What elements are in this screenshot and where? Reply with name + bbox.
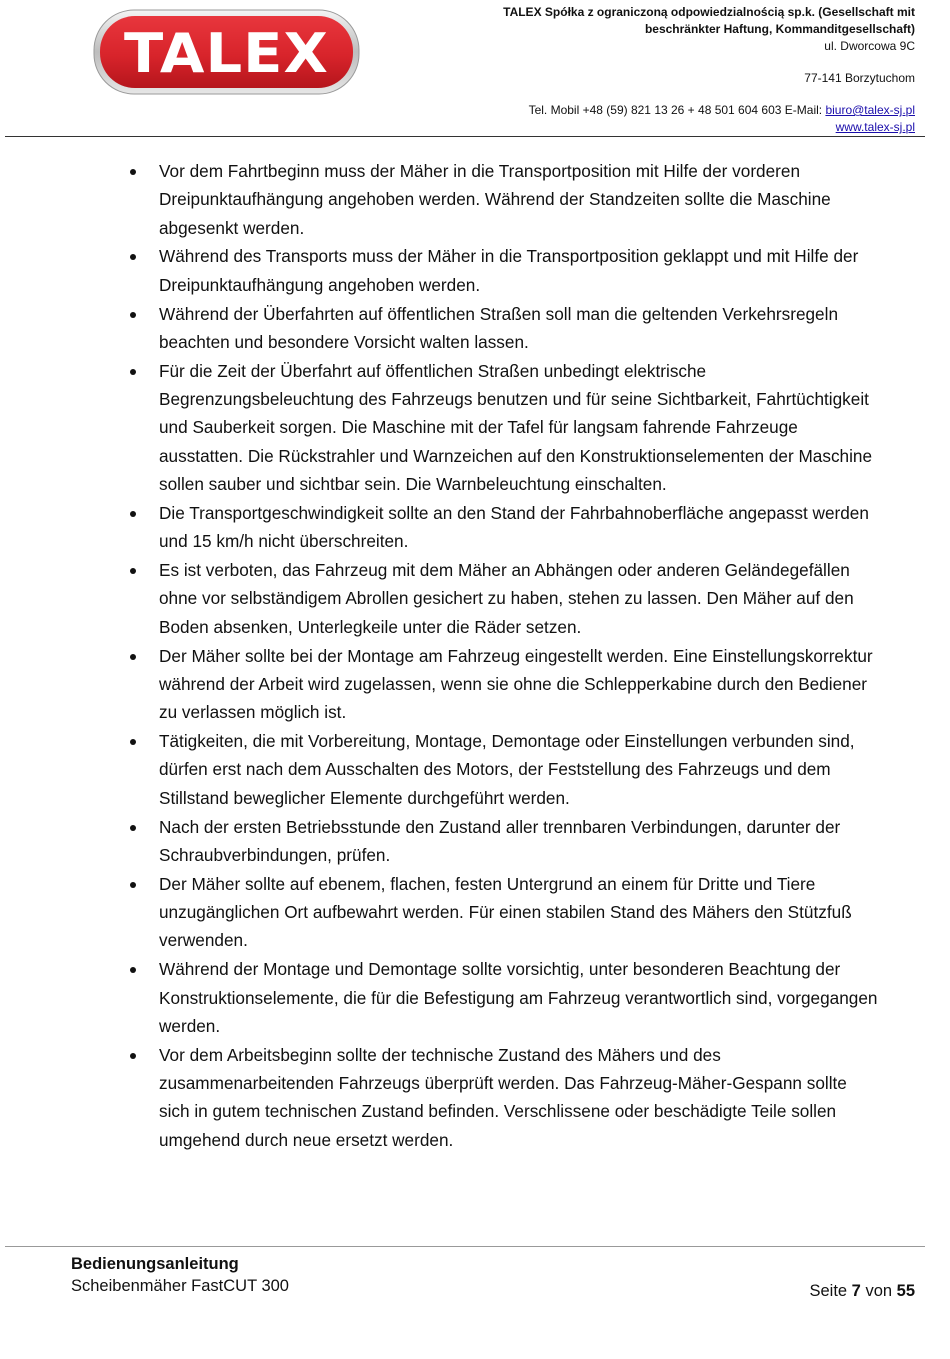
list-item-text: Vor dem Arbeitsbeginn sollte der technische Zustand des Mähers und des zusammenarbeitenden Fahrzeugs überprüft werden. Das Fahrzeug-Mäher-Gespann sollte sich in gutem technischen Zustand befinden. Verschlissene oder beschädigte Teile sollen umgehend durch neue ersetzt werden. [159,1044,847,1150]
list-item-text: Die Transportgeschwindigkeit sollte an den Stand der Fahrbahnoberfläche angepasst werden und 15 km/h nicht überschreiten. [159,502,869,552]
list-item-text: Während der Überfahrten auf öffentlichen Straßen soll man die geltenden Verkehrsregeln beachten und besondere Vorsicht walten lassen. [159,303,838,352]
page-middle: von [860,1282,897,1300]
company-info [395,4,915,136]
bullet-icon [130,825,136,831]
footer-product-name: Scheibenmäher FastCUT 300 [71,1277,289,1295]
bullet-icon [130,254,136,260]
talex-logo [93,9,360,95]
company-name-line1: TALEX Spółka z ograniczoną odpowiedzialnością sp.k. (Gesellschaft mit [503,5,915,19]
list-item-text: Während des Transports muss der Mäher in die Transportposition geklappt und mit Hilfe der Dreipunktaufhängung angehoben werden. [159,246,859,295]
list-item-text: Während der Montage und Demontage sollte vorsichtig, unter besonderen Beachtung der Konstruktionselemente, die für die Befestigung am Fahrzeug verantwortlich sind, vorgegangen werden. [159,959,878,1036]
list-item-text: Vor dem Fahrtbeginn muss der Mäher in die Transportposition mit Hilfe der vorderen Dreipunktaufhängung angehoben werden. Während der Standzeiten sollte die Maschine abgesenkt werden. [159,161,831,238]
list-item [0,499,950,556]
list-item [0,955,950,1040]
list-item-text: Der Mäher sollte auf ebenem, flachen, festen Untergrund an einem für Dritte und Tiere unzugänglichen Ort aufbewahrt werden. Für einen stabilen Stand des Mähers den Stützfuß verwenden. [159,873,852,951]
bullet-icon [130,511,136,517]
website-link[interactable]: www.talex-sj.pl [835,120,915,134]
list-item [0,157,950,242]
list-item-text: Nach der ersten Betriebsstunde den Zustand aller trennbaren Verbindungen, darunter der Schraubverbindungen, prüfen. [159,816,841,865]
list-item [0,300,950,357]
bullet-icon [130,1053,136,1059]
company-city: 77-141 Borzytuchom [804,71,915,85]
contact-phone-text: Tel. Mobil +48 (59) 821 13 26 + 48 501 604 603 E-Mail: [528,103,826,117]
list-item [0,357,950,498]
list-item [0,727,950,812]
email-link[interactable]: biuro@talex-sj.pl [825,103,915,117]
header-divider [5,136,925,137]
bullet-icon [130,369,136,375]
bullet-icon [130,882,136,888]
logo-text: TALEX [124,22,329,85]
bullet-icon [130,312,136,318]
list-item-text: Es ist verboten, das Fahrzeug mit dem Mäher an Abhängen oder anderen Geländegefällen ohne vor selbständigem Abrollen gesichert zu haben, stehen zu lassen. Den Mäher auf den Boden absenken, Unterlegkeile unter die Räder setzen. [159,560,854,637]
company-street: ul. Dworcowa 9C [824,39,915,53]
page-total: 55 [896,1282,915,1300]
footer-document-title: Bedienungsanleitung [71,1255,239,1273]
bullet-icon [130,169,136,175]
list-item [0,642,950,727]
list-item-text: Für die Zeit der Überfahrt auf öffentlichen Straßen unbedingt elektrische Begrenzungsbeleuchtung des Fahrzeugs benutzen und für seine Sichtbarkeit, Fahrtüchtigkeit und Sauberkeit sorgen. Die Maschine mit der Tafel für langsam fahrende Fahrzeuge ausstatten. Die Rückstrahler und Warnzeichen auf den Konstruktionselementen der Maschine sollen sauber und sichtbar sein. Die Warnbeleuchtung einschalten. [159,360,873,495]
page-number [809,1280,915,1302]
company-name-line2: beschränkter Haftung, Kommanditgesellschaft) [644,22,915,36]
company-website-line [395,119,915,136]
list-item-text: Der Mäher sollte bei der Montage am Fahrzeug eingestellt werden. Eine Einstellungskorrektur während der Arbeit wird zugelassen, wenn sie ohne die Schlepperkabine durch den Bediener zu verlassen möglich ist. [159,645,873,723]
bullet-icon [130,967,136,973]
list-item [0,813,950,870]
bullet-icon [130,568,136,574]
footer-divider [5,1246,925,1247]
list-item [0,1041,950,1154]
company-contact [395,102,915,119]
page-current: 7 [851,1282,861,1300]
list-item [0,556,950,641]
list-item [0,242,950,299]
bullet-icon [130,654,136,660]
safety-bullet-list [0,157,950,1155]
bullet-icon [130,739,136,745]
list-item [0,870,950,955]
page-header [0,0,950,140]
list-item-text: Tätigkeiten, die mit Vorbereitung, Montage, Demontage oder Einstellungen verbunden sind, dürfen erst nach dem Ausschalten des Motors, der Feststellung des Fahrzeugs und dem Stillstand beweglicher Elemente durchgeführt werden. [159,731,855,808]
page-prefix: Seite [809,1282,852,1300]
